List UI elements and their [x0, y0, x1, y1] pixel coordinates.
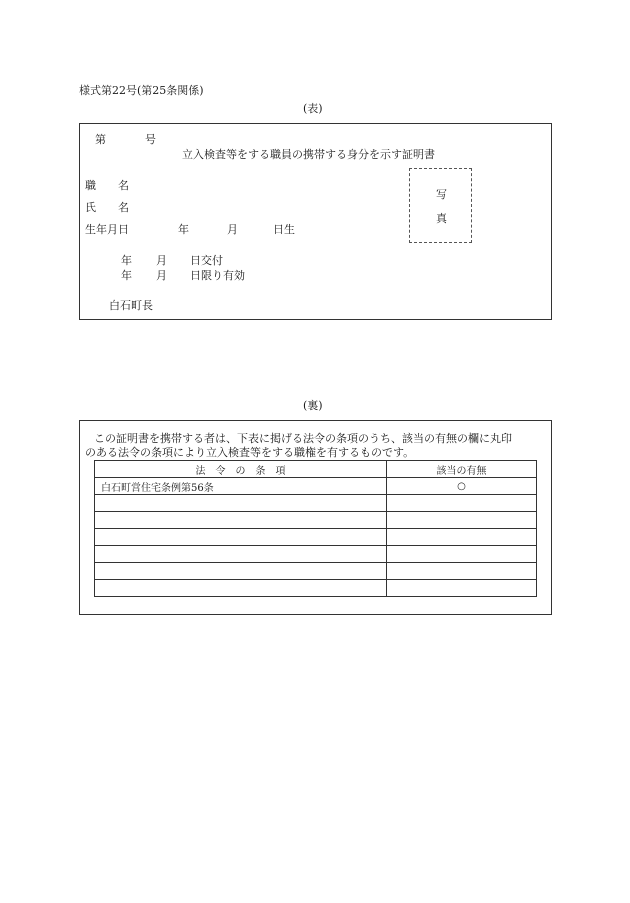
law-cell [95, 580, 387, 597]
job-title-label: 職 名 [85, 179, 129, 192]
table-row [95, 563, 537, 580]
applicability-cell [387, 563, 537, 580]
back-paragraph-line2: のある法令の条項により立入検査等をする職権を有するものです。 [85, 446, 415, 459]
certificate-title: 立入検査等をする職員の携帯する身分を示す証明書 [182, 148, 435, 161]
issued-month: 月 [156, 254, 167, 267]
issued-day: 日交付 [190, 254, 223, 267]
front-side-heading: (表) [303, 102, 323, 115]
law-cell: 白石町営住宅条例第56条 [95, 478, 387, 495]
back-paragraph-line1: この証明書を携帯する者は、下表に掲げる法令の条項のうち、該当の有無の欄に丸印 [94, 432, 512, 445]
name-label: 氏 名 [85, 201, 129, 214]
back-side-heading: (裏) [303, 399, 323, 412]
law-cell [95, 512, 387, 529]
law-cell [95, 529, 387, 546]
photo-label-2: 真 [436, 212, 447, 225]
birthdate-year: 年 [178, 223, 189, 236]
certificate-number-prefix: 第 [95, 133, 106, 146]
applicability-cell [387, 512, 537, 529]
table-row [95, 512, 537, 529]
photo-area [409, 168, 472, 243]
valid-day: 日限り有効 [190, 269, 245, 282]
law-provisions-table [94, 460, 537, 597]
birthdate-month: 月 [227, 223, 238, 236]
header-law-provision: 法 令 の 条 項 [95, 461, 387, 478]
table-row [95, 580, 537, 597]
applicability-cell: ○ [387, 478, 537, 495]
applicability-cell [387, 529, 537, 546]
law-cell [95, 546, 387, 563]
applicability-cell [387, 495, 537, 512]
issuer-name: 白石町長 [109, 299, 153, 312]
law-cell [95, 563, 387, 580]
table-row [95, 529, 537, 546]
applicability-cell [387, 546, 537, 563]
photo-label-1: 写 [436, 188, 447, 201]
table-row [95, 495, 537, 512]
applicability-cell [387, 580, 537, 597]
valid-month: 月 [156, 269, 167, 282]
certificate-number-suffix: 号 [145, 133, 156, 146]
valid-year: 年 [121, 269, 132, 282]
table-header-row [95, 461, 537, 478]
issued-year: 年 [121, 254, 132, 267]
birthdate-day: 日生 [273, 223, 295, 236]
form-number-label: 様式第22号(第25条関係) [79, 84, 204, 97]
birthdate-label: 生年月日 [85, 223, 129, 236]
header-applicability: 該当の有無 [387, 461, 537, 478]
table-row [95, 478, 537, 495]
law-cell [95, 495, 387, 512]
table-row [95, 546, 537, 563]
